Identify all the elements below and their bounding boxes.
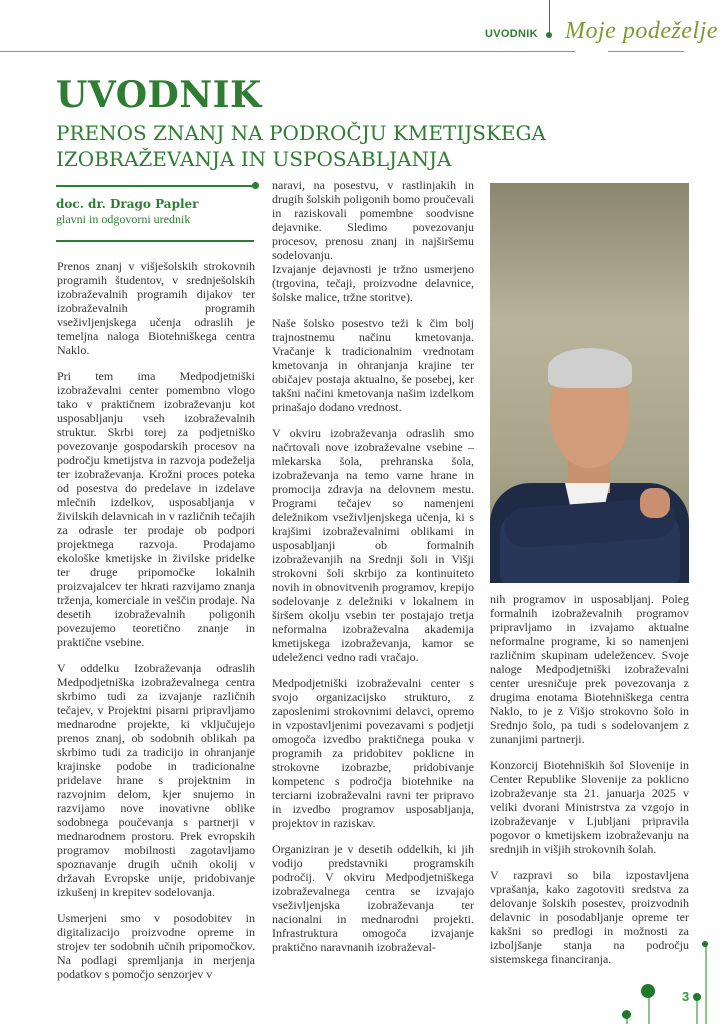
paragraph: Medpodjetniški izobraževalni center s svojo organizacijsko strukturo, z zaposlenimi strokovnimi delavci, opremo in vzpostavljenimi povezavami s podjetji omogoča izvedbo praktičnega pouka v programih za pridobitev poklicne in strokovne izobrazbe, pridobivanje kompetenc s področja biotehnike na terciarni izobraževalni ravni ter pripravo in izvedbo programov usposabljanja, projektov in raziskav. [272, 676, 474, 830]
author-portrait-photo [490, 183, 689, 583]
paragraph: Prenos znanj v višješolskih strokovnih programih študentov, v srednješolskih izobraževalnih programih dijakov ter izobraževalnih programih vseživljenjskega učenja odraslih je temeljna naloga Biotehniškega centra Naklo. [57, 259, 255, 357]
paragraph: V oddelku Izobraževanja odraslih Medpodjetniška izobraževalnega centra skrbimo tudi za izvajanje različnih tečajev, v Projektni pisarni pripravljamo mednarodne projekte, ki vključujejo prenos znanj, ob sodobnih oblikah pa skrbimo tudi za tradicijo in ohranjanje krajinske podobe in tradicionalne pridelave hrane s projektnim in razvojnim delom, kjer snujemo in razvijamo nove inovativne oblike sodobnega poučevanja s partnerji v mednarodnem prostoru. Prek evropskih programov mobilnosti zagotavljamo spoznavanje drugih učnih okolij v državah Evropske unije, pridobivanje izkušenj in krepitev sodelovanja. [57, 661, 255, 899]
decor-dot [702, 941, 708, 947]
rule-dot [252, 182, 259, 189]
paragraph: naravi, na posestvu, v rastlinjakih in drugih šolskih poligonih bomo proučevali in raziskovali pomembne soodvisne dejavnike. Sledimo povezovanju procesov, prenosu znanj in najširšemu sodelovanju. [272, 178, 474, 262]
header-divider [549, 0, 550, 34]
paragraph: Naše šolsko posestvo teži k čim bolj trajnostnemu načinu kmetovanja. Vračanje k tradicionalnim vrednotam kmetovanja in ohranjanja krajine ter običajev postaja aktualno, še posebej, ker takšni načini kmetovanja našim izdelkom prinašajo dodano vrednost. [272, 316, 474, 414]
paragraph: V razpravi so bila izpostavljena vprašanja, kako zagotoviti sredstva za delovanje šolskih posestev, proizvodnih delavnic in posodabljanje opreme ter kakšni so predlogi in možnosti za izboljšanje stanja na področju sistemskega financiranja. [490, 868, 689, 966]
article-subtitle: PRENOS ZNANJ NA PODROČJU KMETIJSKEGA IZOBRAŽEVANJA IN USPOSABLJANJA [56, 121, 546, 171]
column-right [490, 592, 689, 966]
paragraph: Konzorcij Biotehniških šol Slovenije in Center Republike Slovenije za poklicno izobraževanje sta 21. januarja 2025 v veliki dvorani Ministrstva za vzgojo in izobraževanje v Ljubljani pripravila pogovor o kmetijskem izobraževanju na srednjih in višjih strokovnih šolah. [490, 758, 689, 856]
author-name: doc. dr. Drago Papler [56, 197, 199, 211]
column-left [57, 259, 255, 981]
paragraph: Pri tem ima Medpodjetniški izobraževalni center pomembno vlogo tako v praktičnem izobraževanju kot usposabljanju vseh izobraževalnih struktur. Skrbi torej za podjetniško povezovanje gospodarskih procesov na področju kmetijstva in razvoja podeželja ter izobraževanja. Krožni proces poteka od posestva do predelave in izdelave mlečnih izdelkov, usposabljanja v živilskih delavnicah in v različnih tečajih za odrasle ter prodaje ob podpori projektnega razvoja. Prodajamo ekološke kmetijske in živilske pridelke ter druge pripomočke lokalnih proizvajalcev ter hkrati razvijamo znanja trženja, komerciale in veščin prodaje. Na desetih izobraževalnih poligonih povezujemo teoretično znanje in praktične vsebine. [57, 369, 255, 649]
header-dot [546, 32, 552, 38]
page-title: UVODNIK [56, 74, 262, 116]
brand-underline [608, 51, 684, 52]
author-rule-bottom [56, 240, 254, 242]
author-rule-top [56, 185, 254, 187]
decor-dot [641, 984, 655, 998]
section-label: UVODNIK [485, 28, 538, 40]
paragraph: Usmerjeni smo v posodobitev in digitalizacijo proizvodne opreme in strojev ter sodobnih učnih pripomočkov. Na podlagi spremljanja in merjenja podatkov s pomočjo senzorjev v [57, 911, 255, 981]
paragraph: nih programov in usposabljanj. Poleg formalnih izobraževalnih programov pripravljamo in izvajamo aktualne neformalne programe, ki so namenjeni različnim skupinam udeležencev. Svoje naloge Medpodjetniški izobraževalni center uresničuje prek povezovanja z drugima enotama Biotehniškega centra Naklo, to je z Višjo strokovno šolo in Srednjo šolo, pa tudi s sodelovanjem z zunanjimi partnerji. [490, 592, 689, 746]
column-middle [272, 178, 474, 954]
decor-dot [693, 993, 701, 1001]
paragraph: V okviru izobraževanja odraslih smo načrtovali nove izobraževalne vsebine – mlekarska šola, prehranska šola, izobraževanja na temo varne hrane in promocija zdravja na delovnem mestu. Programi tečajev so namenjeni deležnikom vseživljenjskega učenja, ki s krajšimi izobraževalnimi oblikami in usposabljanji ob formalnih izobraževanjih na Srednji šoli in Višji strokovni šoli skrbijo za kontinuiteto novih in obnovitvenih programov, krepijo sodelovanje z deležniki v lokalnem in širšem okolju vsebin ter postajajo tretja neformalna izobraževalna akademija kmetijskega izobraževanja, kamor se udeleženci vedno radi vračajo. [272, 426, 474, 664]
decor-dot [622, 1010, 631, 1019]
page-number: 3 [682, 989, 690, 1004]
paragraph: Izvajanje dejavnosti je tržno usmerjeno (trgovina, tečaji, proizvodne delavnice, šolske malice, tržne storitve). [272, 262, 474, 304]
author-role: glavni in odgovorni urednik [56, 212, 191, 226]
brand-logo: Moje podeželje [565, 18, 718, 44]
header-rule [0, 51, 575, 52]
paragraph: Organiziran je v desetih oddelkih, ki jih vodijo predstavniki programskih področij. V okviru Medpodjetniškega izobraževalnega centra se izvajajo vseživljenjska izobraževanja ter nacionalni in mednarodni projekti. Infrastruktura omogoča izvajanje praktično naravnanih izobraževal- [272, 842, 474, 954]
